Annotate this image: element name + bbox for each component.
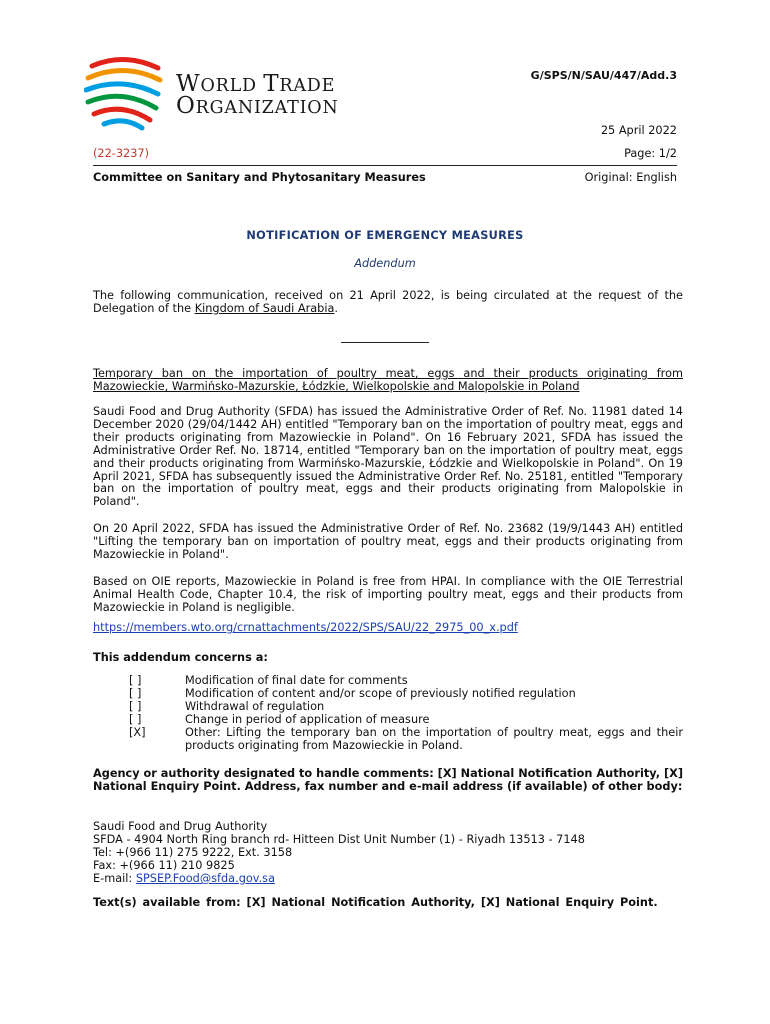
option-checkbox[interactable]: [ ]: [129, 686, 142, 700]
section-separator: [341, 342, 429, 343]
option-label: Withdrawal of regulation: [185, 699, 325, 713]
addendum-subtitle: Addendum: [354, 257, 416, 270]
concerns-options: [93, 675, 683, 752]
option-row: [93, 727, 683, 753]
agency-email-row: [93, 872, 683, 885]
agency-fax: Fax: +(966 11) 210 9825: [93, 859, 235, 872]
intro-paragraph: [93, 290, 683, 316]
option-checkbox[interactable]: [ ]: [129, 699, 142, 713]
notification-title: NOTIFICATION OF EMERGENCY MEASURES: [246, 229, 524, 242]
option-checkbox[interactable]: [ ]: [129, 674, 142, 687]
email-label: E-mail:: [93, 872, 136, 885]
option-label: Modification of content and/or scope of previously notified regulation: [185, 686, 576, 700]
document-date: 25 April 2022: [600, 124, 677, 137]
body-paragraph-1: Saudi Food and Drug Authority (SFDA) has issued the Administrative Order of Ref. No. 11981 dated 14 December 2020 (29/04/1442 AH) entitled "Temporary ban on the importation of poultry meat, eggs and their products originating from Mazowieckie in Poland". On 16 February 2021, SFDA has issued the Administrative Order Ref. No. 18714, entitled "Temporary ban on the importation of poultry meat, eggs and their products originating from Warmińsko-Mazurskie, Łódzkie and Wielkopolskie in Poland". On 19 April 2021, SFDA has subsequently issued the Administrative Order Ref. No. 25181, entitled "Temporary ban on the importation of poultry meat, eggs and their products originating from Malopolskie in Poland".: [93, 405, 683, 509]
option-row: [93, 714, 683, 727]
concerns-title: This addendum concerns a:: [93, 651, 268, 664]
member-name: Kingdom of Saudi Arabia: [194, 301, 335, 315]
original-language: Original: English: [584, 171, 677, 184]
email-link[interactable]: SPSEP.Food@sfda.gov.sa: [135, 872, 275, 885]
body-paragraph-2: On 20 April 2022, SFDA has issued the Administrative Order of Ref. No. 23682 (19/9/1443 AH) entitled "Lifting the temporary ban on importation of poultry meat, eggs and their products originating from Mazowieckie in Poland".: [93, 522, 683, 561]
document-symbol: G/SPS/N/SAU/447/Add.3: [530, 69, 677, 82]
attachment-link-row: [93, 622, 683, 635]
agency-name: Saudi Food and Drug Authority: [93, 820, 268, 833]
document-reference: (22-3237): [93, 147, 150, 160]
attachment-link[interactable]: https://members.wto.org/crnattachments/2022/SPS/SAU/22_2975_00_x.pdf: [93, 621, 518, 634]
page-number: Page: 1/2: [624, 147, 677, 160]
option-label: Modification of final date for comments: [185, 674, 408, 687]
header-divider: [93, 165, 677, 166]
option-row: [93, 701, 683, 714]
option-row: [93, 688, 683, 701]
wto-logo-icon: [84, 54, 170, 134]
option-label: Other: Lifting the temporary ban on the importation of poultry meat, eggs and their products originating from Mazowieckie in Poland.: [185, 725, 683, 752]
org-name-line2: ORGANIZATION: [176, 93, 339, 119]
intro-end: .: [334, 301, 338, 315]
measure-heading: Temporary ban on the importation of poultry meat, eggs and their products originating from Mazowieckie, Warmińsko-Mazurskie, Łódzkie, Wielkopolskie and Malopolskie in Poland: [93, 367, 683, 393]
wto-wordmark: [176, 71, 339, 119]
address-block: [93, 820, 683, 885]
option-checkbox[interactable]: [X]: [129, 725, 146, 739]
body-paragraph-3: Based on OIE reports, Mazowieckie in Poland is free from HPAI. In compliance with the OIE Terrestrial Animal Health Code, Chapter 10.4, the risk of importing poultry meat, eggs and their products from Mazowieckie in Poland is negligible.: [93, 575, 683, 614]
intro-text: The following communication, received on 21 April 2022, is being circulated at the request of the Delegation of the: [93, 289, 683, 315]
committee-name: Committee on Sanitary and Phytosanitary Measures: [93, 171, 426, 184]
wto-logo: [84, 54, 344, 134]
agency-street: SFDA - 4904 North Ring branch rd- Hitteen Dist Unit Number (1) - Riyadh 13513 - 7148: [93, 833, 585, 846]
org-name-line1: WORLD TRADE: [176, 71, 336, 97]
agency-tel: Tel: +(966 11) 275 9222, Ext. 3158: [93, 846, 293, 859]
option-checkbox[interactable]: [ ]: [129, 712, 142, 726]
agency-title: Agency or authority designated to handle comments: [X] National Notification Authority, [X] National Enquiry Point. Address, fax number and e-mail address (if available) of other body:: [93, 767, 683, 793]
option-row: [93, 675, 683, 688]
texts-available: Text(s) available from: [X] National Notification Authority, [X] National Enquiry Point.: [93, 896, 658, 909]
option-label: Change in period of application of measure: [185, 712, 430, 726]
